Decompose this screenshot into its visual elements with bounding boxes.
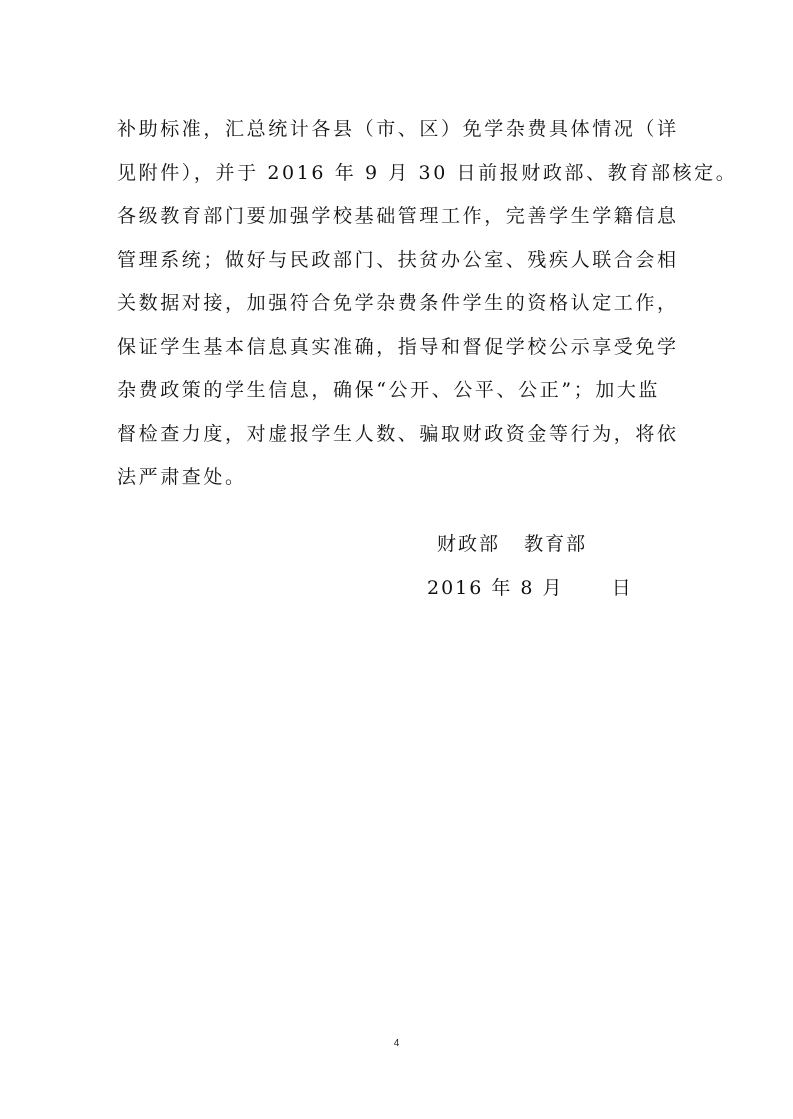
paragraph-line: 保证学生基本信息真实准确，指导和督促学校公示享受免学 (117, 335, 679, 358)
paragraph-line: 关数据对接，加强符合免学杂费条件学生的资格认定工作， (117, 292, 679, 314)
body-paragraph (117, 108, 738, 500)
paragraph-line: 各级教育部门要加强学校基础管理工作，完善学生学籍信息 (117, 205, 679, 227)
paragraph-line: 杂费政策的学生信息，确保“公开、公平、公正”；加大监 (117, 379, 661, 401)
paragraph-line: 见附件），并于 2016 年 9 月 30 日前报财政部、教育部核定。 (117, 161, 738, 184)
signing-date: 2016 年 8 月 日 (427, 577, 633, 599)
page-number: 4 (393, 1038, 400, 1049)
paragraph-line: 督检查力度，对虚报学生人数、骗取财政资金等行为，将依 (117, 422, 679, 445)
paragraph-line: 管理系统；做好与民政部门、扶贫办公室、残疾人联合会相 (117, 248, 679, 271)
paragraph-line: 法严肃查处。 (117, 466, 247, 488)
signing-organizations: 财政部 教育部 (437, 533, 588, 555)
paragraph-line: 补助标准，汇总统计各县（市、区）免学杂费具体情况（详 (117, 118, 679, 140)
